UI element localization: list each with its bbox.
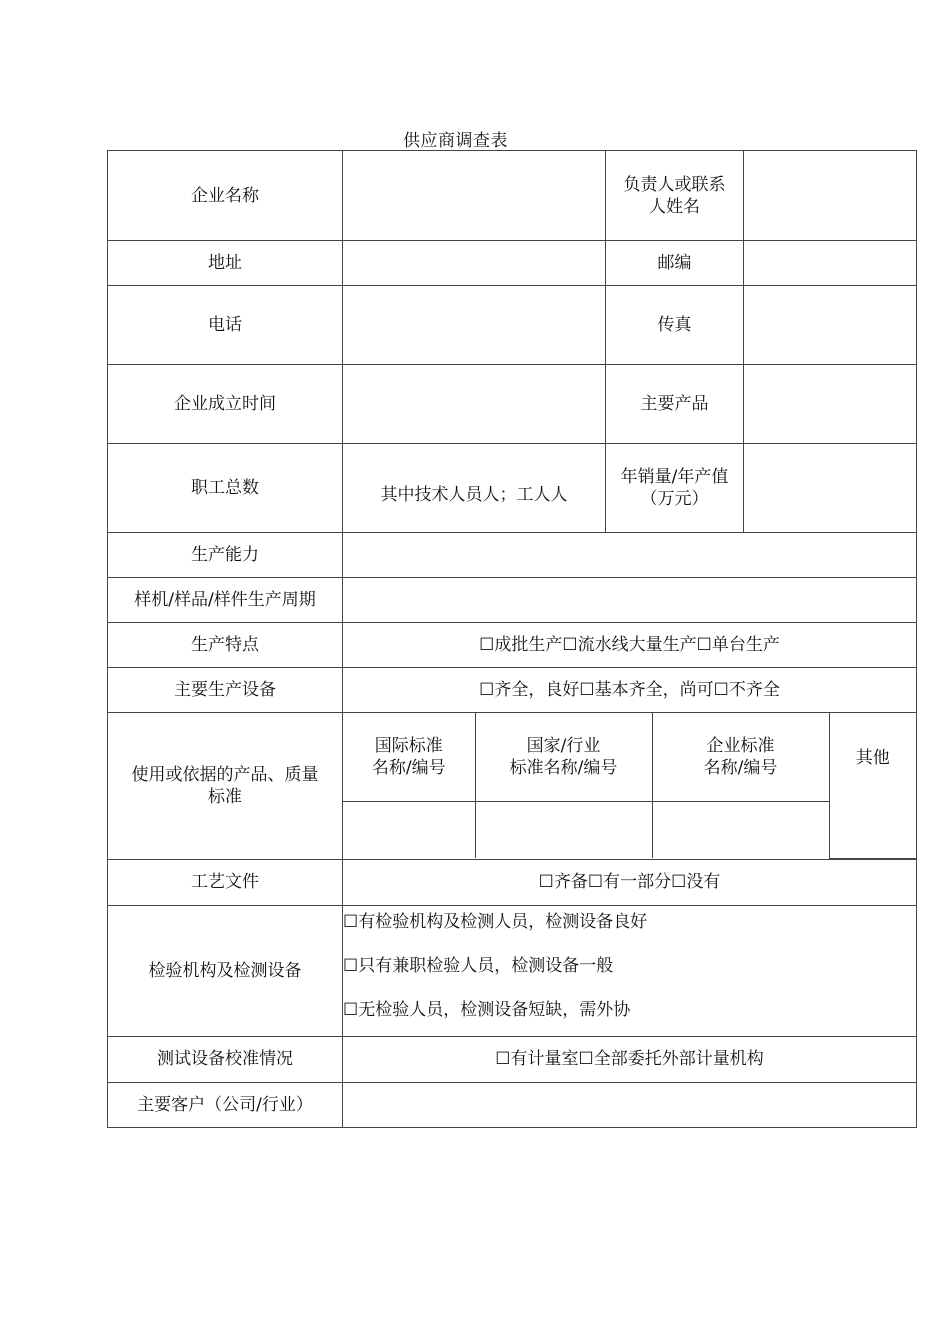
main-equipment-label: 主要生产设备 [108,668,343,713]
main-products-label: 主要产品 [606,365,744,444]
standards-label [108,713,343,860]
standards-label-line1: 使用或依据的产品、质量 [131,764,319,785]
contact-person-label-line1: 负责人或联系 [623,174,726,195]
enterprise-standard-header-line2: 名称/编号 [703,757,778,778]
enterprise-standard-header [652,713,829,801]
capacity-field[interactable] [343,533,917,578]
intl-standard-header-line2: 名称/编号 [371,757,446,778]
founded-label: 企业成立时间 [108,365,343,444]
standards-grid [343,713,916,859]
fax-label: 传真 [606,286,744,365]
main-customers-label: 主要客户（公司/行业） [108,1082,343,1127]
national-standard-header-line1: 国家/行业 [526,735,601,756]
phone-label: 电话 [108,286,343,365]
standards-grid-cell [343,713,917,860]
company-name-label: 企业名称 [108,151,343,241]
inspection-option-3[interactable]: ☐无检验人员，检测设备短缺，需外协 [343,999,631,1020]
main-customers-field[interactable] [343,1082,917,1127]
sample-cycle-field[interactable] [343,578,917,623]
other-standard-header: 其他 [829,713,916,858]
sample-cycle-label: 样机/样品/样件生产周期 [108,578,343,623]
staff-breakdown-field[interactable]: 其中技术人员人；工人人 [343,444,606,533]
production-features-label: 生产特点 [108,623,343,668]
contact-person-label-line2: 人姓名 [649,196,700,217]
national-standard-header [475,713,652,801]
address-label: 地址 [108,241,343,286]
enterprise-standard-field[interactable] [652,801,829,858]
postcode-field[interactable] [744,241,917,286]
intl-standard-header-line1: 国际标准 [374,735,443,756]
standards-label-line2: 标准 [208,786,242,807]
inspection-options[interactable] [343,905,917,1036]
calibration-label: 测试设备校准情况 [108,1036,343,1082]
sales-output-field[interactable] [744,444,917,533]
main-products-field[interactable] [744,365,917,444]
intl-standard-field[interactable] [343,801,475,858]
founded-field[interactable] [343,365,606,444]
supplier-survey-table [107,150,917,1128]
sales-output-label [606,444,744,533]
page-title: 供应商调查表 [403,131,508,151]
calibration-options[interactable]: ☐有计量室☐全部委托外部计量机构 [343,1036,917,1082]
intl-standard-header [343,713,475,801]
inspection-label: 检验机构及检测设备 [108,905,343,1036]
national-standard-header-line2: 标准名称/编号 [509,757,618,778]
inspection-option-1[interactable]: ☐有检验机构及检测人员，检测设备良好 [343,911,648,932]
capacity-label: 生产能力 [108,533,343,578]
national-standard-field[interactable] [475,801,652,858]
sales-output-label-line1: 年销量/年产值 [620,467,729,487]
production-features-options[interactable]: ☐成批生产☐流水线大量生产☐单台生产 [343,623,917,668]
process-docs-options[interactable]: ☐齐备☐有一部分☐没有 [343,859,917,905]
inspection-option-2[interactable]: ☐只有兼职检验人员，检测设备一般 [343,955,614,976]
fax-field[interactable] [744,286,917,365]
sales-output-label-line2: （万元） [640,489,709,509]
postcode-label: 邮编 [606,241,744,286]
phone-field[interactable] [343,286,606,365]
enterprise-standard-header-line1: 企业标准 [706,735,775,756]
contact-person-label [606,151,744,241]
main-equipment-options[interactable]: ☐齐全，良好☐基本齐全，尚可☐不齐全 [343,668,917,713]
process-docs-label: 工艺文件 [108,859,343,905]
contact-person-field[interactable] [744,151,917,241]
company-name-field[interactable] [343,151,606,241]
address-field[interactable] [343,241,606,286]
staff-total-label: 职工总数 [108,444,343,533]
